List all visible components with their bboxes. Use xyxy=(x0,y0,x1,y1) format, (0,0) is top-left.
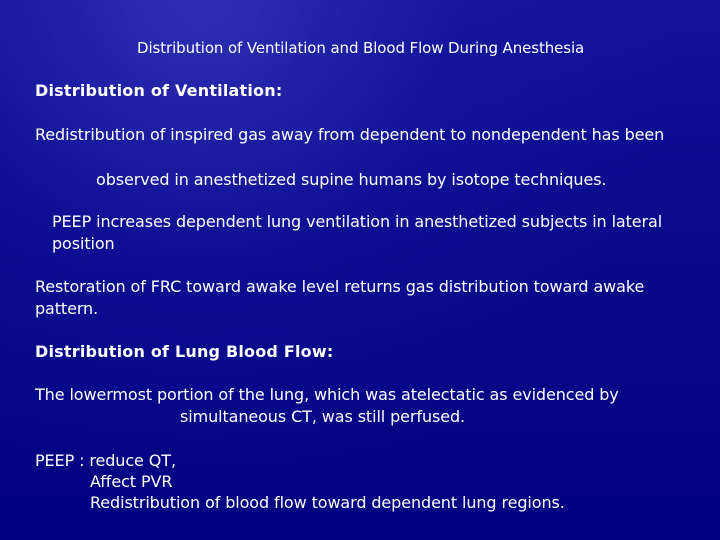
ventilation-paragraph-3-line-2: pattern. xyxy=(35,299,99,318)
ventilation-paragraph-1-line-2: observed in anesthetized supine humans by isotope techniques. xyxy=(96,170,607,189)
peep-line-2: Affect PVR xyxy=(90,472,173,491)
blood-flow-heading: Distribution of Lung Blood Flow: xyxy=(35,342,334,361)
blood-flow-paragraph-1-line-1: The lowermost portion of the lung, which was atelectatic as evidenced by xyxy=(35,385,619,404)
peep-line-3: Redistribution of blood flow toward dependent lung regions. xyxy=(90,493,565,512)
ventilation-paragraph-2-line-2: position xyxy=(52,234,115,253)
ventilation-heading: Distribution of Ventilation: xyxy=(35,81,283,100)
peep-line-1: PEEP : reduce QT, xyxy=(35,451,176,470)
ventilation-paragraph-3-line-1: Restoration of FRC toward awake level returns gas distribution toward awake xyxy=(35,277,645,296)
blood-flow-paragraph-1-line-2: simultaneous CT, was still perfused. xyxy=(180,407,466,426)
ventilation-paragraph-2-line-1: PEEP increases dependent lung ventilation in anesthetized subjects in lateral xyxy=(52,212,663,231)
slide-title: Distribution of Ventilation and Blood Flow During Anesthesia xyxy=(137,39,585,57)
ventilation-paragraph-1-line-1: Redistribution of inspired gas away from dependent to nondependent has been xyxy=(35,125,665,144)
